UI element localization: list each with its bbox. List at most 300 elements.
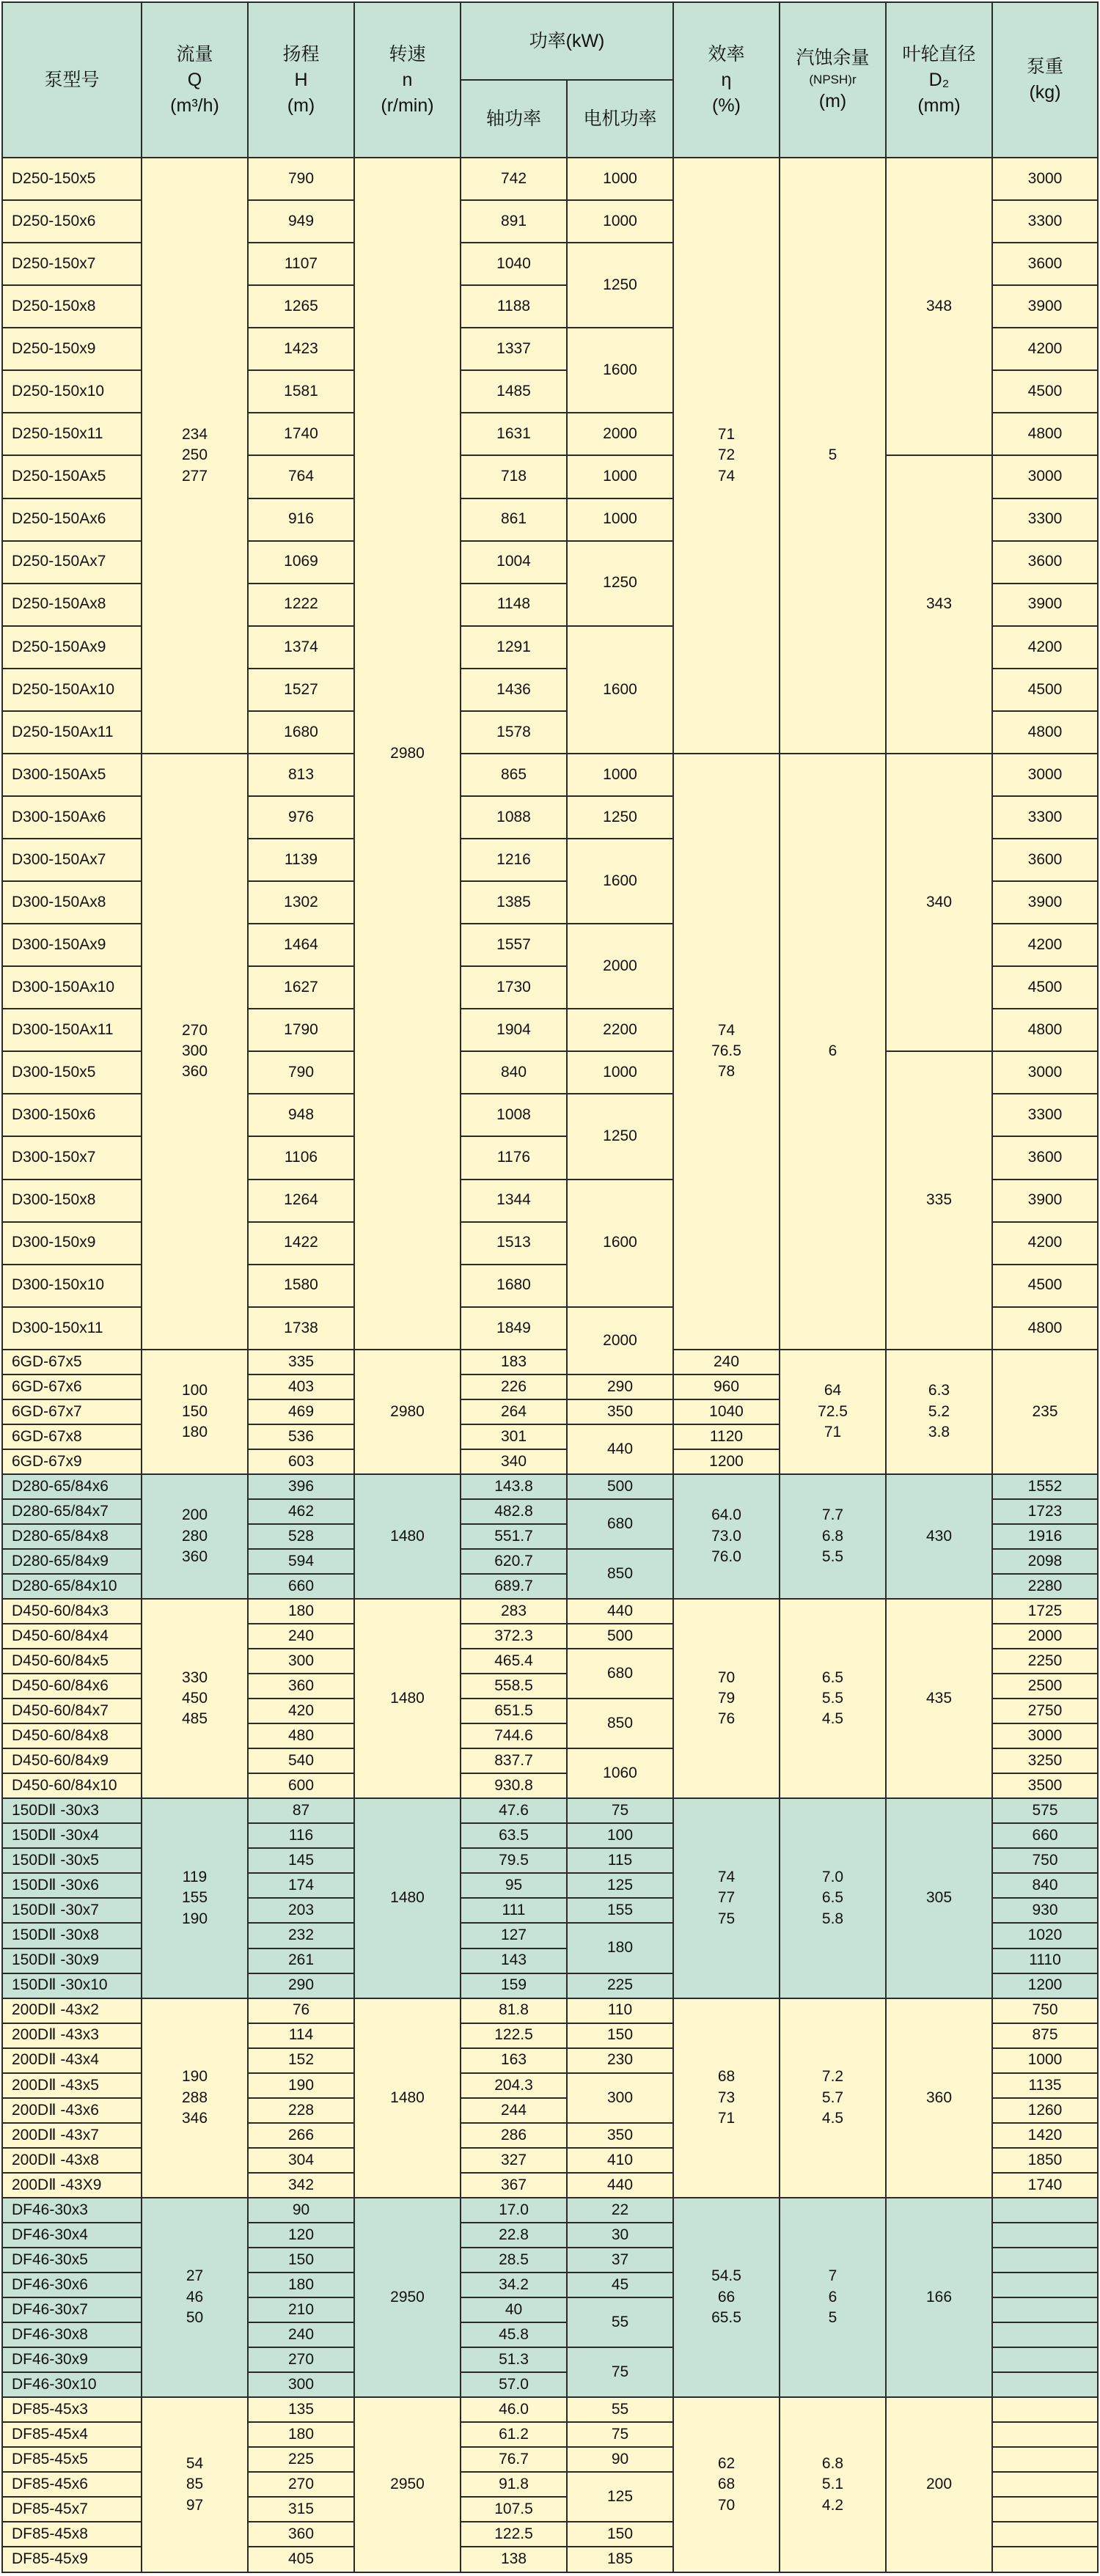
cell-model: D300-150x7 [2,1136,142,1179]
cell-efficiency: 70 79 76 [673,1599,780,1798]
cell-speed: 2950 [354,2397,461,2572]
cell-weight [992,2223,1098,2248]
cell-efficiency: 62 68 70 [673,2397,780,2572]
cell-head: 1107 [248,243,354,285]
cell-motor-power: 45 [567,2273,673,2297]
cell-model: D300-150x9 [2,1222,142,1265]
cell-head: 1581 [248,370,354,413]
table-row [2,1998,1098,2023]
cell-weight: 1040 [673,1399,780,1424]
cell-shaft-power: 22.8 [461,2223,567,2248]
cell-model: 6GD-67x8 [2,1424,142,1449]
cell-weight [992,2397,1098,2422]
cell-model: D280-65/84x9 [2,1549,142,1574]
cell-weight: 1916 [992,1524,1098,1549]
cell-head: 270 [248,2472,354,2497]
header-head-symbol: H [294,69,308,90]
cell-motor-power: 290 [567,1375,673,1399]
cell-head: 240 [248,2322,354,2347]
cell-motor-power: 2200 [567,1009,673,1051]
cell-weight [992,2547,1098,2572]
cell-flow: 54 85 97 [142,2397,248,2572]
cell-model: D250-150Ax8 [2,584,142,626]
cell-head: 813 [248,754,354,796]
cell-model: D250-150x8 [2,285,142,328]
cell-flow: 190 288 346 [142,1998,248,2198]
cell-weight: 3300 [992,796,1098,839]
cell-weight: 3600 [992,1136,1098,1179]
cell-head: 405 [248,2547,354,2572]
cell-motor-power: 75 [567,2347,673,2397]
cell-model: D450-60/84x3 [2,1599,142,1624]
cell-weight: 3300 [992,1094,1098,1136]
cell-motor-power: 55 [567,2397,673,2422]
cell-model: DF85-45x7 [2,2497,142,2522]
cell-speed: 1480 [354,1599,461,1798]
cell-model: D250-150x5 [2,158,142,200]
cell-motor-power: 1250 [567,1094,673,1179]
cell-weight [992,2273,1098,2297]
cell-model: D450-60/84x6 [2,1674,142,1699]
header-npsh-unit: (m) [818,90,847,111]
cell-flow: 270 300 360 [142,754,248,1350]
cell-motor-power: 75 [567,2422,673,2447]
cell-weight: 875 [992,2023,1098,2048]
cell-model: D280-65/84x6 [2,1474,142,1499]
cell-motor-power: 440 [567,1599,673,1624]
cell-model: 200DⅡ -43x2 [2,1998,142,2023]
cell-model: 200DⅡ -43x5 [2,2073,142,2098]
cell-head: 1680 [248,711,354,754]
cell-model: DF85-45x6 [2,2472,142,2497]
cell-model: D300-150x8 [2,1180,142,1222]
cell-shaft-power: 95 [461,1873,567,1898]
cell-weight: 4800 [992,711,1098,754]
cell-head: 1790 [248,1009,354,1051]
cell-motor-power: 125 [567,1873,673,1898]
cell-weight [992,2472,1098,2497]
cell-weight: 2500 [992,1674,1098,1699]
cell-speed: 2980 [354,1350,461,1474]
cell-shaft-power: 465.4 [461,1649,567,1674]
cell-weight: 3900 [992,1180,1098,1222]
cell-npsh: 7.2 5.7 4.5 [780,1998,886,2198]
cell-motor-power: 1600 [567,626,673,754]
cell-head: 594 [248,1549,354,1574]
cell-head: 540 [248,1748,354,1773]
cell-model: DF46-30x9 [2,2347,142,2372]
cell-head: 290 [248,1973,354,1998]
cell-model: D250-150Ax11 [2,711,142,754]
cell-motor-power: 115 [567,1848,673,1873]
cell-model: 150DⅡ -30x3 [2,1798,142,1823]
cell-weight: 1552 [992,1474,1098,1499]
cell-head: 1464 [248,924,354,966]
header-impeller-symbol: D₂ [928,69,950,90]
cell-head: 315 [248,2497,354,2522]
cell-motor-power: 440 [567,1424,673,1474]
cell-motor-power: 150 [567,2023,673,2048]
cell-speed: 1480 [354,1998,461,2198]
cell-shaft-power: 1485 [461,370,567,413]
cell-weight: 1200 [992,1973,1098,1998]
cell-head: 1527 [248,669,354,711]
cell-impeller: 335 [886,1051,992,1349]
header-impeller [886,2,992,158]
header-npsh-symbol: (NPSH)r [809,73,857,87]
cell-model: 6GD-67x7 [2,1399,142,1424]
cell-motor-power: 300 [567,2073,673,2123]
cell-shaft-power: 1216 [461,839,567,881]
cell-weight [992,2347,1098,2372]
cell-weight: 3250 [992,1748,1098,1773]
header-weight [992,2,1098,158]
cell-model: DF46-30x4 [2,2223,142,2248]
cell-weight: 3000 [992,455,1098,498]
cell-head: 360 [248,1674,354,1699]
cell-speed: 1480 [354,1798,461,1998]
cell-head: 403 [248,1375,354,1399]
cell-shaft-power: 865 [461,754,567,796]
cell-weight [992,2447,1098,2472]
cell-weight: 1000 [992,2048,1098,2073]
cell-shaft-power: 1008 [461,1094,567,1136]
cell-shaft-power: 34.2 [461,2273,567,2297]
cell-shaft-power: 143.8 [461,1474,567,1499]
cell-shaft-power: 28.5 [461,2248,567,2273]
table-row [2,1599,1098,1624]
cell-motor-power: 180 [567,1923,673,1973]
cell-model: DF46-30x6 [2,2273,142,2297]
cell-weight: 2000 [992,1624,1098,1649]
cell-shaft-power: 1680 [461,1265,567,1307]
cell-motor-power: 150 [567,2522,673,2547]
cell-npsh: 6.5 5.5 4.5 [780,1599,886,1798]
cell-shaft-power: 1557 [461,924,567,966]
cell-weight: 1200 [673,1449,780,1474]
cell-shaft-power: 122.5 [461,2522,567,2547]
cell-shaft-power: 744.6 [461,1723,567,1748]
cell-shaft-power: 1513 [461,1222,567,1265]
cell-head: 76 [248,1998,354,2023]
cell-shaft-power: 372.3 [461,1624,567,1649]
cell-head: 210 [248,2297,354,2322]
cell-model: DF85-45x3 [2,2397,142,2422]
cell-head: 300 [248,2372,354,2397]
cell-model: 6GD-67x9 [2,1449,142,1474]
cell-weight: 1723 [992,1499,1098,1524]
cell-model: 200DⅡ -43x8 [2,2148,142,2173]
cell-motor-power: 850 [567,1699,673,1748]
cell-shaft-power: 891 [461,200,567,243]
cell-motor-power: 350 [567,1399,673,1424]
cell-shaft-power: 159 [461,1973,567,1998]
cell-model: 150DⅡ -30x4 [2,1823,142,1848]
cell-model: D300-150Ax10 [2,966,142,1009]
cell-model: D300-150Ax5 [2,754,142,796]
cell-weight: 1110 [992,1948,1098,1973]
cell-head: 270 [248,2347,354,2372]
header-head [248,2,354,158]
cell-weight: 3300 [992,498,1098,541]
cell-model: 150DⅡ -30x7 [2,1898,142,1923]
cell-motor-power: 2000 [567,924,673,1009]
cell-head: 116 [248,1823,354,1848]
cell-shaft-power: 127 [461,1923,567,1948]
cell-head: 152 [248,2048,354,2073]
cell-npsh: 6.8 5.1 4.2 [780,2397,886,2572]
cell-weight: 4500 [992,669,1098,711]
cell-head: 145 [248,1848,354,1873]
cell-weight: 2280 [992,1574,1098,1599]
table-row [2,158,1098,200]
cell-shaft-power: 551.7 [461,1524,567,1549]
cell-shaft-power: 1004 [461,541,567,584]
cell-motor-power: 1000 [567,455,673,498]
cell-model: D450-60/84x10 [2,1773,142,1798]
cell-weight: 4200 [992,924,1098,966]
cell-motor-power: 1000 [567,200,673,243]
cell-motor-power: 30 [567,2223,673,2248]
cell-weight: 750 [992,1848,1098,1873]
cell-head: 916 [248,498,354,541]
cell-shaft-power: 183 [461,1350,567,1375]
cell-model: D450-60/84x9 [2,1748,142,1773]
table-row [2,2397,1098,2422]
cell-motor-power: 1600 [567,328,673,413]
cell-shaft-power: 57.0 [461,2372,567,2397]
cell-motor-power: 2000 [567,413,673,455]
cell-model: 150DⅡ -30x8 [2,1923,142,1948]
cell-weight: 660 [992,1823,1098,1848]
cell-head: 949 [248,200,354,243]
cell-weight [992,2497,1098,2522]
cell-motor-power: 125 [567,2472,673,2522]
cell-model: D300-150Ax7 [2,839,142,881]
cell-motor-power: 680 [567,1649,673,1699]
cell-weight: 4200 [992,328,1098,370]
cell-model: D250-150x10 [2,370,142,413]
cell-head: 1738 [248,1307,354,1350]
cell-shaft-power: 61.2 [461,2422,567,2447]
cell-head: 976 [248,796,354,839]
header-speed-symbol: n [402,69,413,90]
cell-head: 1627 [248,966,354,1009]
cell-shaft-power: 163 [461,2048,567,2073]
cell-weight: 3900 [992,285,1098,328]
cell-shaft-power: 1904 [461,1009,567,1051]
cell-head: 225 [248,2447,354,2472]
cell-weight: 4200 [992,1222,1098,1265]
cell-shaft-power: 861 [461,498,567,541]
cell-weight [992,2372,1098,2397]
cell-head: 480 [248,1723,354,1748]
cell-model: D250-150x9 [2,328,142,370]
cell-head: 87 [248,1798,354,1823]
cell-weight [992,2522,1098,2547]
cell-motor-power: 185 [567,2547,673,2572]
cell-shaft-power: 264 [461,1399,567,1424]
cell-speed: 1480 [354,1474,461,1599]
cell-weight: 4800 [992,1009,1098,1051]
cell-efficiency: 64.0 73.0 76.0 [673,1474,780,1599]
cell-motor-power: 110 [567,1998,673,2023]
header-impeller-name: 叶轮直径 [902,43,976,65]
cell-impeller: 430 [886,1474,992,1599]
cell-shaft-power: 1385 [461,881,567,924]
header-flow-name: 流量 [176,43,213,65]
cell-head: 114 [248,2023,354,2048]
cell-head: 528 [248,1524,354,1549]
cell-head: 948 [248,1094,354,1136]
cell-head: 1580 [248,1265,354,1307]
cell-shaft-power: 111 [461,1898,567,1923]
cell-model: DF46-30x3 [2,2198,142,2223]
cell-weight: 4500 [992,966,1098,1009]
cell-motor-power: 1000 [567,498,673,541]
pump-spec-table [1,1,1099,2573]
cell-shaft-power: 340 [461,1449,567,1474]
cell-model: D450-60/84x7 [2,1699,142,1723]
cell-motor-power: 75 [567,1798,673,1823]
cell-model: D450-60/84x8 [2,1723,142,1748]
cell-shaft-power: 91.8 [461,2472,567,2497]
cell-flow: 234 250 277 [142,158,248,754]
cell-model: DF46-30x5 [2,2248,142,2273]
cell-head: 232 [248,1923,354,1948]
cell-motor-power: 1250 [567,541,673,626]
cell-shaft-power: 1344 [461,1180,567,1222]
cell-shaft-power: 76.7 [461,2447,567,2472]
cell-model: 200DⅡ -43x7 [2,2123,142,2148]
cell-weight: 1260 [992,2098,1098,2123]
table-header [2,2,1098,158]
cell-weight [992,2322,1098,2347]
cell-model: DF85-45x4 [2,2422,142,2447]
cell-head: 462 [248,1499,354,1524]
cell-motor-power: 230 [567,2048,673,2073]
cell-shaft-power: 558.5 [461,1674,567,1699]
cell-motor-power: 100 [567,1823,673,1848]
cell-efficiency: 54.5 66 65.5 [673,2198,780,2397]
cell-shaft-power: 1849 [461,1307,567,1350]
header-efficiency-unit: (%) [712,95,741,116]
cell-shaft-power: 301 [461,1424,567,1449]
cell-motor-power: 1250 [567,243,673,328]
table-row [2,1474,1098,1499]
cell-shaft-power: 482.8 [461,1499,567,1524]
cell-head: 150 [248,2248,354,2273]
cell-weight: 1725 [992,1599,1098,1624]
cell-shaft-power: 138 [461,2547,567,2572]
cell-impeller: 166 [886,2198,992,2397]
cell-shaft-power: 837.7 [461,1748,567,1773]
header-npsh-name: 汽蚀余量 [796,48,870,69]
cell-model: D250-150x11 [2,413,142,455]
cell-weight: 3300 [992,200,1098,243]
cell-model: D300-150x6 [2,1094,142,1136]
cell-shaft-power: 689.7 [461,1574,567,1599]
cell-weight: 3000 [992,754,1098,796]
cell-motor-power: 1060 [567,1748,673,1798]
cell-model: D250-150Ax5 [2,455,142,498]
header-efficiency [673,2,780,158]
cell-head: 1422 [248,1222,354,1265]
cell-weight: 2250 [992,1649,1098,1674]
cell-weight: 1850 [992,2148,1098,2173]
cell-weight: 2098 [992,1549,1098,1574]
header-speed-unit: (r/min) [381,95,434,116]
cell-head: 135 [248,2397,354,2422]
cell-shaft-power: 620.7 [461,1549,567,1574]
cell-head: 300 [248,1649,354,1674]
cell-model: 6GD-67x6 [2,1375,142,1399]
cell-shaft-power: 367 [461,2173,567,2198]
cell-motor-power: 55 [567,2297,673,2347]
cell-efficiency: 71 72 74 [673,158,780,754]
cell-shaft-power: 286 [461,2123,567,2148]
header-shaft-power: 轴功率 [461,80,567,158]
cell-shaft-power: 45.8 [461,2322,567,2347]
cell-weight: 1420 [992,2123,1098,2148]
cell-shaft-power: 143 [461,1948,567,1973]
cell-model: D250-150x6 [2,200,142,243]
cell-motor-power: 500 [567,1474,673,1499]
cell-weight: 575 [992,1798,1098,1823]
cell-weight: 3000 [992,158,1098,200]
cell-impeller: 235 [992,1350,1098,1474]
cell-shaft-power: 840 [461,1051,567,1094]
cell-impeller: 305 [886,1798,992,1998]
cell-weight: 1120 [673,1424,780,1449]
cell-model: D250-150Ax10 [2,669,142,711]
table-row [2,754,1098,796]
cell-shaft-power: 283 [461,1599,567,1624]
cell-model: DF85-45x8 [2,2522,142,2547]
cell-head: 1222 [248,584,354,626]
cell-weight: 3600 [992,243,1098,285]
cell-motor-power: 850 [567,1549,673,1599]
cell-head: 90 [248,2198,354,2223]
cell-motor-power: 440 [567,2173,673,2198]
cell-shaft-power: 17.0 [461,2198,567,2223]
cell-head: 1069 [248,541,354,584]
cell-head: 1374 [248,626,354,669]
cell-npsh: 5 [780,158,886,754]
cell-shaft-power: 81.8 [461,1998,567,2023]
cell-model: D300-150Ax11 [2,1009,142,1051]
cell-npsh: 6.3 5.2 3.8 [886,1350,992,1474]
cell-head: 764 [248,455,354,498]
cell-motor-power: 2000 [567,1307,673,1375]
cell-head: 660 [248,1574,354,1599]
cell-motor-power: 350 [567,2123,673,2148]
cell-model: D280-65/84x10 [2,1574,142,1599]
cell-head: 600 [248,1773,354,1798]
cell-head: 342 [248,2173,354,2198]
cell-weight: 750 [992,1998,1098,2023]
cell-efficiency: 64 72.5 71 [780,1350,886,1474]
cell-head: 1302 [248,881,354,924]
cell-motor-power: 1000 [567,158,673,200]
header-speed [354,2,461,158]
cell-impeller: 348 [886,158,992,455]
cell-model: D300-150x11 [2,1307,142,1350]
header-head-unit: (m) [287,95,315,116]
cell-model: D450-60/84x5 [2,1649,142,1674]
header-efficiency-name: 效率 [708,43,745,65]
cell-weight: 960 [673,1375,780,1399]
